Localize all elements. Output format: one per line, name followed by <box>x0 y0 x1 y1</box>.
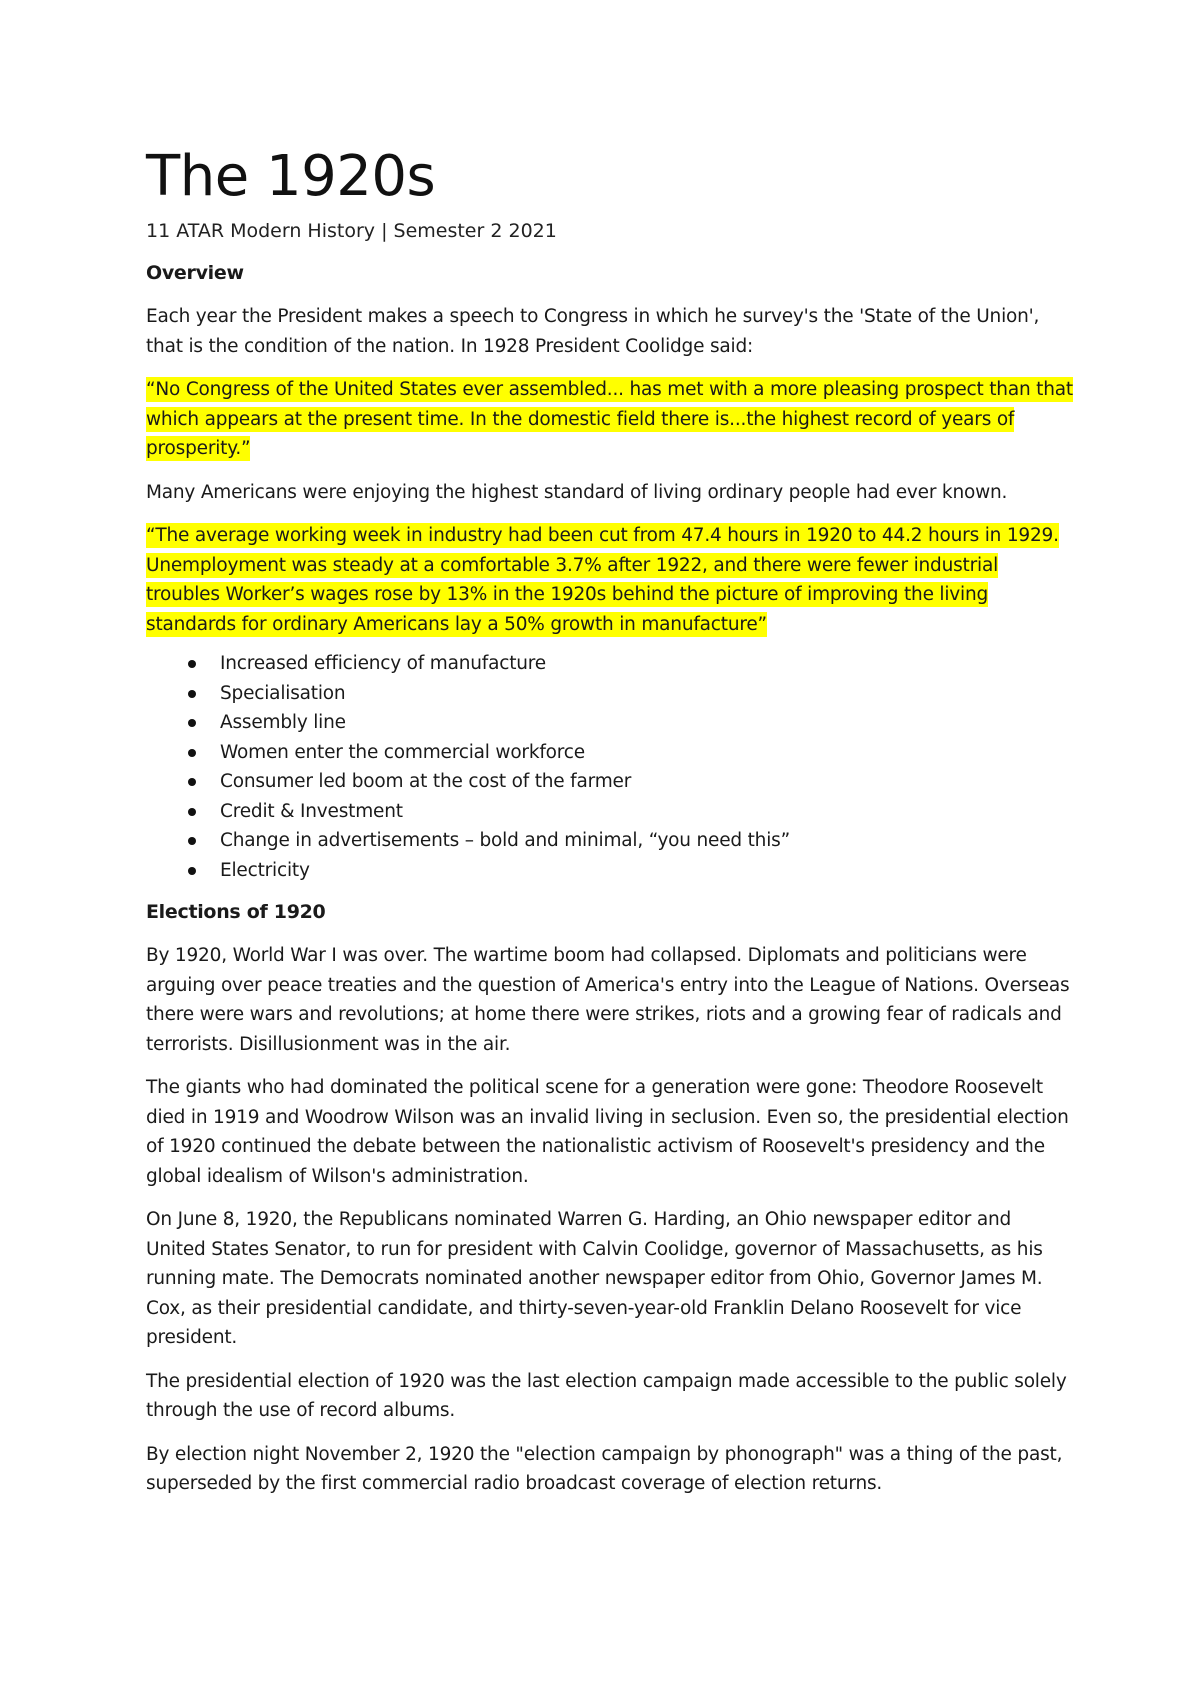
coolidge-quote <box>146 375 1076 464</box>
list-item <box>146 649 1076 679</box>
list-item <box>146 856 1076 886</box>
bullet-icon <box>188 719 196 727</box>
document-subtitle: 11 ATAR Modern History | Semester 2 2021 <box>146 220 557 242</box>
list-item-text: Increased efficiency of manufacture <box>220 653 546 674</box>
overview-heading: Overview <box>146 262 244 284</box>
list-item <box>146 679 1076 709</box>
list-item-text: Specialisation <box>220 682 346 704</box>
bullet-icon <box>188 749 196 757</box>
bullet-icon <box>188 778 196 786</box>
document-page <box>146 140 1076 1499</box>
list-item <box>146 797 1076 827</box>
list-item-text: Electricity <box>220 859 310 881</box>
list-item-text: Assembly line <box>220 712 346 733</box>
list-item <box>146 708 1076 738</box>
document-title: The 1920s <box>146 144 436 209</box>
bullet-icon <box>188 867 196 875</box>
elections-paragraph: The giants who had dominated the political scene for a generation were gone: Theodore Roosevelt died in 1919 and Woodrow Wilson was an invalid living in seclusion. Even so, the presidential election of 1920 continued the debate between the nationalistic activism of Roosevelt's presidency and the global idealism of Wilson's administration. <box>146 1077 1069 1187</box>
highlighted-quote: “The average working week in industry had been cut from 47.4 hours in 1920 to 44.2 hours in 1929. Unemployment was steady at a comfortable 3.7% after 1922, and there were fewer industrial troubles Worker’s wages rose by 13% in the 1920s behind the picture of improving the living standards for ordinary Americans lay a 50% growth in manufacture” <box>146 525 1059 635</box>
highlighted-quote: “No Congress of the United States ever assembled... has met with a more pleasing prospect than that which appears at the present time. In the domestic field there is...the highest record of years of prosperity.” <box>146 379 1073 459</box>
bullet-icon <box>188 837 196 845</box>
standard-of-living-paragraph: Many Americans were enjoying the highest standard of living ordinary people had ever known. <box>146 481 1008 503</box>
elections-paragraph: By 1920, World War I was over. The wartime boom had collapsed. Diplomats and politicians were arguing over peace treaties and the question of America's entry into the League of Nations. Overseas there were wars and revolutions; at home there were strikes, riots and a growing fear of radicals and terrorists. Disillusionment was in the air. <box>146 945 1070 1055</box>
elections-paragraph: The presidential election of 1920 was the last election campaign made accessible to the public solely through the use of record albums. <box>146 1370 1067 1421</box>
list-item-text: Consumer led boom at the cost of the farmer <box>220 771 632 792</box>
bullet-icon <box>188 808 196 816</box>
bullet-icon <box>188 690 196 698</box>
statistics-quote <box>146 521 1076 639</box>
list-item <box>146 738 1076 768</box>
elections-heading: Elections of 1920 <box>146 901 326 923</box>
overview-paragraph: Each year the President makes a speech to Congress in which he survey's the 'State of the Union', that is the condition of the nation. In 1928 President Coolidge said: <box>146 306 1040 357</box>
list-item-text: Change in advertisements – bold and minimal, “you need this” <box>220 830 790 851</box>
elections-paragraph: By election night November 2, 1920 the "election campaign by phonograph" was a thing of the past, superseded by the first commercial radio broadcast coverage of election returns. <box>146 1443 1063 1494</box>
list-item <box>146 767 1076 797</box>
list-item-text: Credit & Investment <box>220 800 403 822</box>
list-item <box>146 826 1076 856</box>
elections-paragraph: On June 8, 1920, the Republicans nominated Warren G. Harding, an Ohio newspaper editor and United States Senator, to run for president with Calvin Coolidge, governor of Massachusetts, as his running mate. The Democrats nominated another newspaper editor from Ohio, Governor James M. Cox, as their presidential candidate, and thirty-seven-year-old Franklin Delano Roosevelt for vice president. <box>146 1209 1043 1348</box>
list-item-text: Women enter the commercial workforce <box>220 741 585 763</box>
bullet-icon <box>188 660 196 668</box>
overview-bullet-list <box>146 649 1076 885</box>
